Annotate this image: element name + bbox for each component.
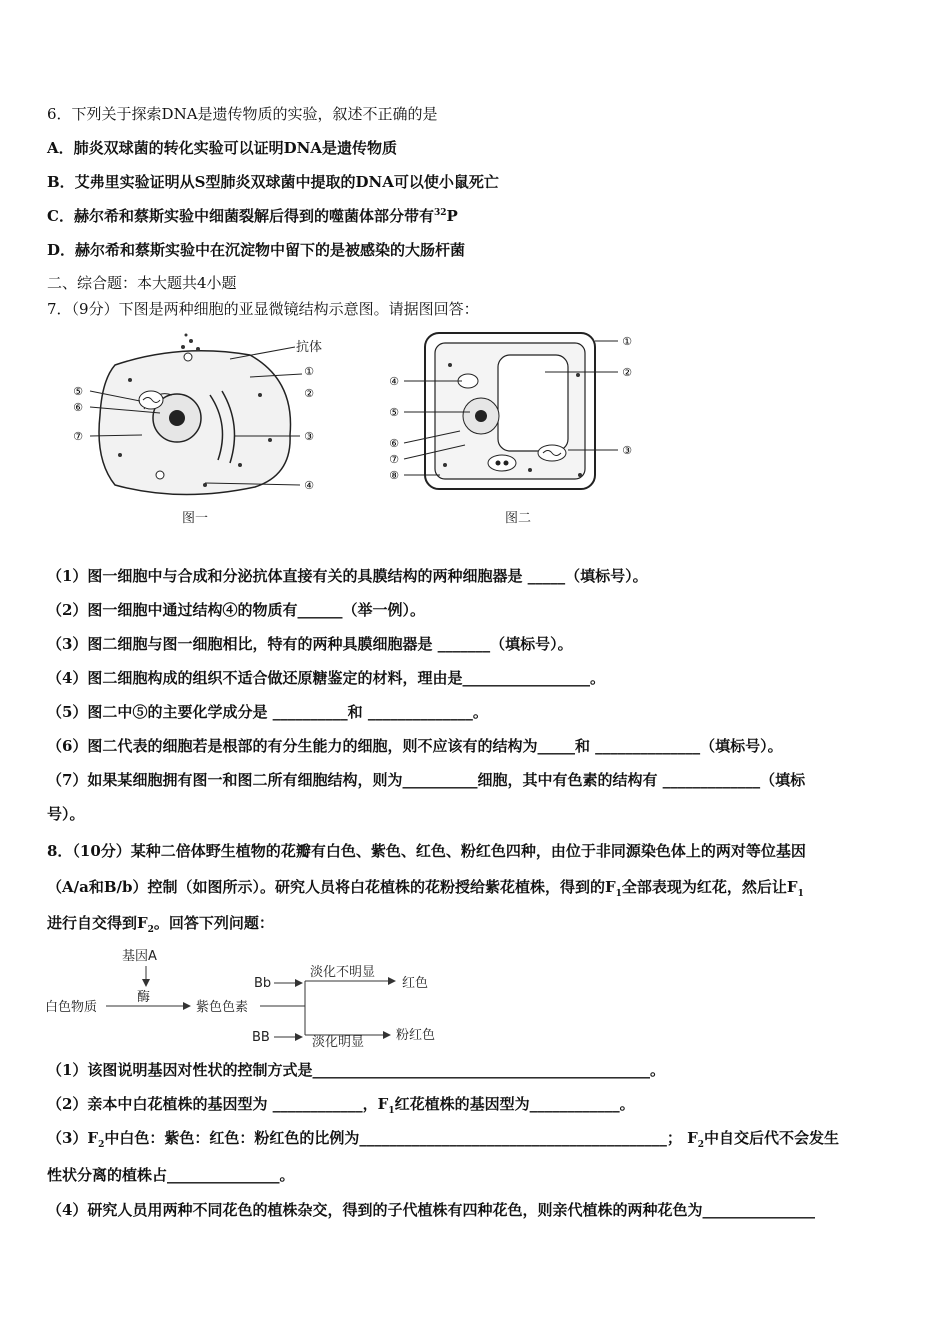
q6-option-b: B．艾弗里实验证明从S型肺炎双球菌中提取的DNA可以使小鼠死亡 [47, 173, 499, 191]
q8-stem-line1: 8．（10分）某种二倍体野生植物的花瓣有白色、紫色、红色、粉红色四种，由位于非同源染色体上的两对等位基因 [47, 842, 806, 860]
fade-strong-label: 淡化明显 [312, 1035, 365, 1050]
q8-sub-2-a: （2）亲本中白花植株的基因型为 ____________，F [47, 1095, 389, 1113]
q8-sub-3 [47, 1127, 839, 1150]
fig2-label-8: ⑧ [389, 469, 399, 482]
fig1-label-3: ③ [304, 430, 314, 443]
fig1-label-6: ⑥ [73, 401, 83, 414]
q6-option-d: D．赫尔希和蔡斯实验中在沉淀物中留下的是被感染的大肠杆菌 [47, 241, 466, 259]
fig2-label-7: ⑦ [389, 453, 399, 466]
q8-sub-3-f2a: 2 [98, 1140, 105, 1150]
fade-weak-label: 淡化不明显 [310, 965, 376, 980]
q8-stem-line3-b: 。回答下列问题： [153, 914, 274, 932]
q8-sub-3-a: （3）F [47, 1129, 99, 1147]
q6-option-c [47, 205, 458, 226]
q6-stem: 6．下列关于探索DNA是遗传物质的实验，叙述不正确的是 [47, 105, 438, 123]
q8-f2-sub: 2 [147, 925, 154, 935]
q8-sub-3-c: 中自交后代不会发生 [704, 1129, 840, 1147]
q8-sub-3-b: 中白色：紫色：红色：粉红色的比例为_________________________________________； F [104, 1129, 698, 1147]
q8-stem-line2-b: 全部表现为红花，然后让F [621, 878, 798, 896]
q8-f1-sub-b: 1 [797, 889, 804, 899]
fig2-label-6: ⑥ [389, 437, 399, 450]
fig1-label-7: ⑦ [73, 430, 83, 443]
q7-sub-7: （7）如果某细胞拥有图一和图二所有细胞结构，则为__________细胞，其中有色素的结构有 _____________（填标 [47, 771, 806, 789]
fig1-label-4: ④ [304, 479, 314, 492]
antibody-label: 抗体 [296, 340, 323, 355]
q8-sub-2-b: 红花植株的基因型为____________。 [394, 1095, 635, 1113]
fig1-label-1: ① [304, 365, 314, 378]
q8-sub-1: （1）该图说明基因对性状的控制方式是_____________________________________________。 [47, 1061, 665, 1079]
fig2-label-3: ③ [622, 444, 632, 457]
genotype-bb-het-label: Bb [254, 976, 272, 991]
figure-plant-cell [380, 325, 650, 535]
q8-stem-line3-a: 进行自交得到F [47, 914, 148, 932]
q8-sub-4: （4）研究人员用两种不同花色的植株杂交，得到的子代植株有四种花色，则亲代植株的两种花色为_______________ [47, 1201, 815, 1219]
fig2-label-5: ⑤ [389, 406, 399, 419]
q6-option-c-sup: 32 [433, 208, 447, 218]
fig1-label-5: ⑤ [73, 385, 83, 398]
section2-heading: 二、综合题：本大题共4小题 [47, 274, 237, 292]
fig2-caption: 图二 [504, 511, 532, 526]
q7-sub-1: （1）图一细胞中与合成和分泌抗体直接有关的具膜结构的两种细胞器是 _____（填标号）。 [47, 567, 648, 585]
q8-stem-line2-a: （A/a和B/b）控制（如图所示）。研究人员将白花植株的花粉授给紫花植株，得到的F [47, 878, 616, 896]
q8-f1-sub-a: 1 [615, 889, 622, 899]
purple-pigment-label: 紫色色素 [196, 1000, 249, 1015]
q8-stem-line2 [47, 876, 804, 899]
fig2-label-4: ④ [389, 375, 399, 388]
q8-sub-3-f2b: 2 [697, 1140, 704, 1150]
q6-option-a: A．肺炎双球菌的转化实验可以证明DNA是遗传物质 [47, 139, 397, 157]
q8-sub-3-cont: 性状分离的植株占_______________。 [47, 1166, 295, 1184]
q8-sub-2 [47, 1093, 635, 1116]
q8-sub-2-f1: 1 [388, 1106, 395, 1116]
genotype-bb-hom-label: BB [252, 1030, 270, 1045]
fig2-label-1: ① [622, 335, 632, 348]
q7-sub-6: （6）图二代表的细胞若是根部的有分生能力的细胞，则不应该有的结构为_____和 ______________（填标号）。 [47, 737, 783, 755]
fig1-label-2: ② [304, 387, 314, 400]
enzyme-label: 酶 [137, 990, 151, 1005]
q6-option-c-tail: P [446, 207, 458, 225]
fig1-caption: 图一 [181, 511, 209, 526]
q7-sub-2: （2）图一细胞中通过结构④的物质有______（举一例）。 [47, 601, 425, 619]
pathway-diagram [40, 940, 460, 1050]
q7-sub-3: （3）图二细胞与图一细胞相比，特有的两种具膜细胞器是 _______（填标号）。 [47, 635, 573, 653]
white-substance-label: 白色物质 [45, 1000, 98, 1015]
q7-sub-7-cont: 号）。 [47, 805, 85, 823]
fig2-label-2: ② [622, 366, 632, 379]
figure-animal-cell [60, 325, 350, 535]
q6-option-c-text: C．赫尔希和蔡斯实验中细菌裂解后得到的噬菌体部分带有 [47, 207, 434, 225]
gene-a-label: 基因A [122, 949, 157, 964]
q8-stem-line3 [47, 912, 274, 935]
pink-label: 粉红色 [396, 1028, 436, 1043]
red-label: 红色 [402, 976, 429, 991]
q7-sub-5: （5）图二中⑤的主要化学成分是 __________和 ______________。 [47, 703, 488, 721]
q7-stem: 7．（9分）下图是两种细胞的亚显微镜结构示意图。请据图回答： [47, 300, 479, 318]
q7-sub-4: （4）图二细胞构成的组织不适合做还原糖鉴定的材料，理由是_________________。 [47, 669, 605, 687]
